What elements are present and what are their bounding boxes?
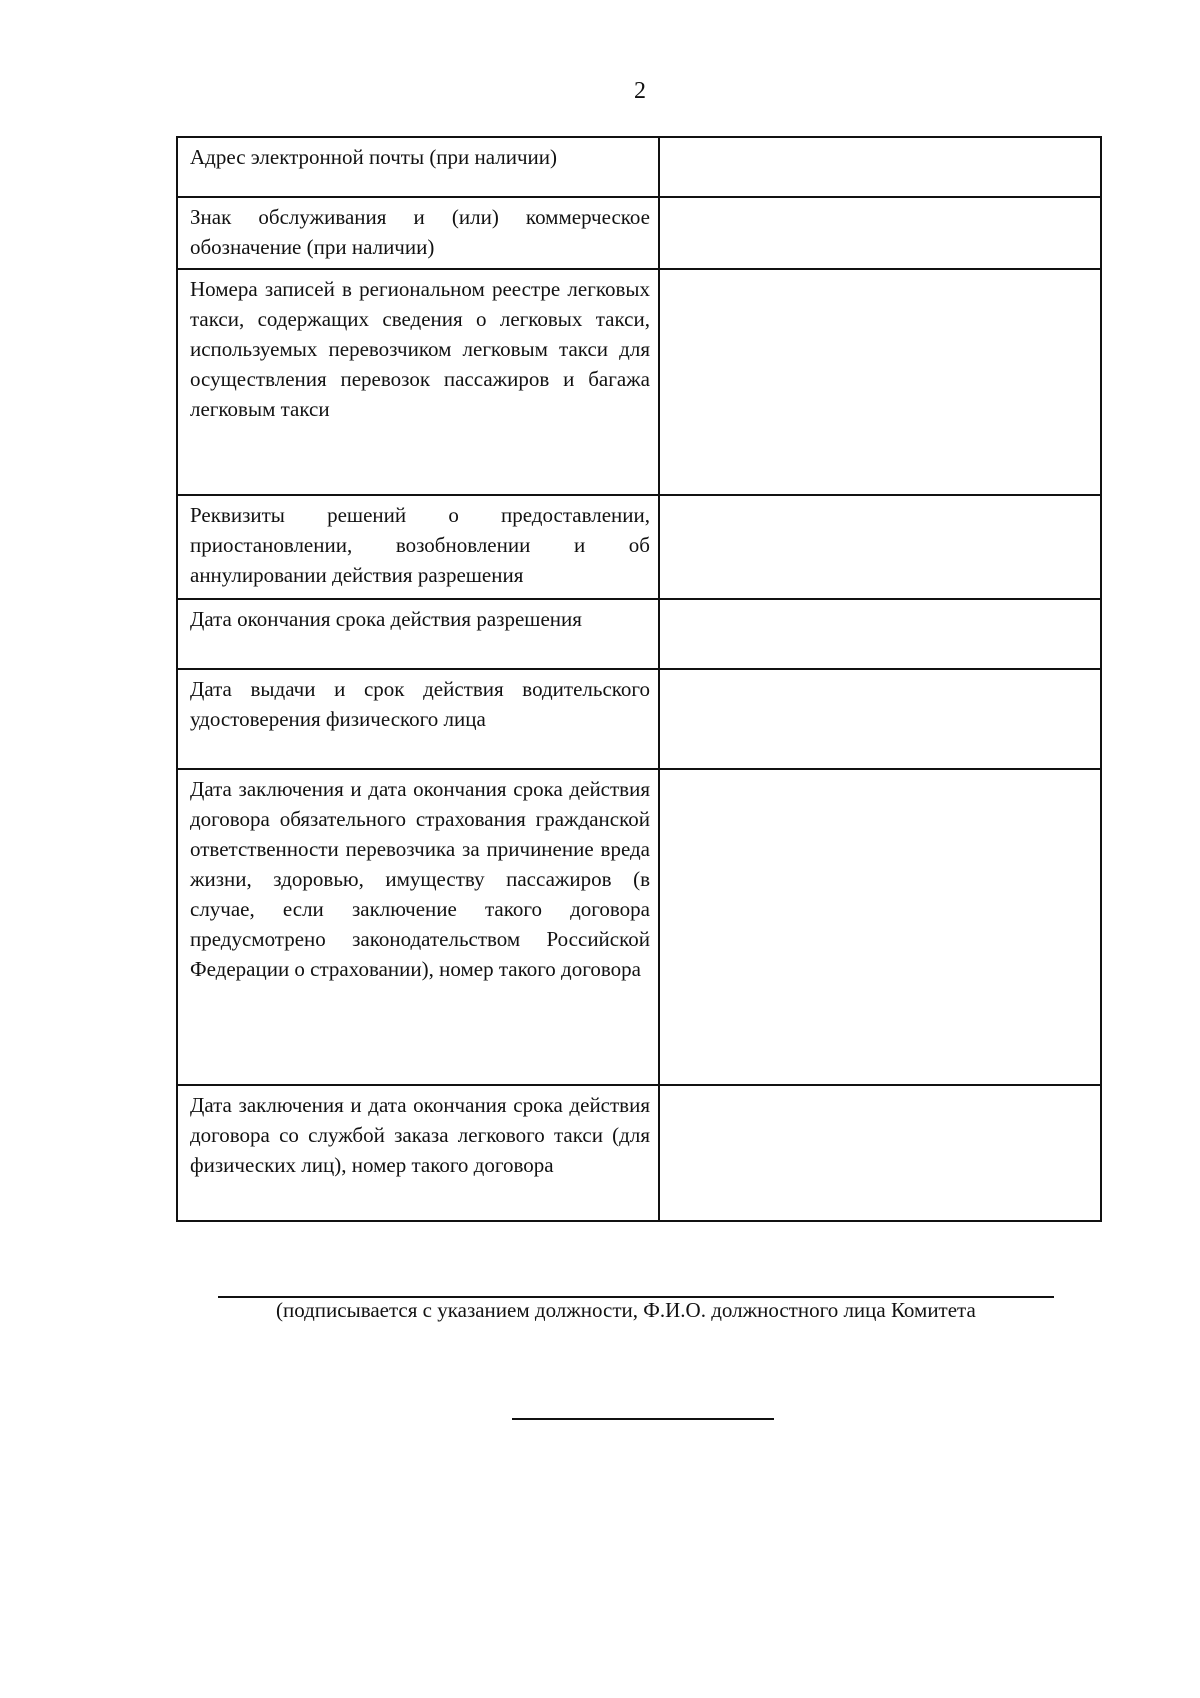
row-value-service-mark: [659, 197, 1101, 269]
row-value-insurance-contract: [659, 769, 1101, 1085]
permit-register-table: [176, 136, 1102, 1222]
row-label-driver-license: Дата выдачи и срок действия водительского удостоверения физического лица: [177, 669, 659, 769]
table-row: [177, 197, 1101, 269]
table-row: [177, 1085, 1101, 1221]
row-value-email: [659, 137, 1101, 197]
table-row: [177, 137, 1101, 197]
row-value-dispatch-contract: [659, 1085, 1101, 1221]
closing-divider: [512, 1418, 774, 1420]
row-label-registry-numbers: Номера записей в региональном реестре легковых такси, содержащих сведения о легковых такси, используемых перевозчиком легковым такси для осуществления перевозок пассажиров и багажа легковым такси: [177, 269, 659, 495]
table-row: [177, 769, 1101, 1085]
table-row: [177, 599, 1101, 669]
row-label-dispatch-contract: Дата заключения и дата окончания срока действия договора со службой заказа легкового такси (для физических лиц), номер такого договора: [177, 1085, 659, 1221]
row-label-decision-details: Реквизиты решений о предоставлении, приостановлении, возобновлении и об аннулировании действия разрешения: [177, 495, 659, 599]
table-row: [177, 269, 1101, 495]
row-label-email: Адрес электронной почты (при наличии): [177, 137, 659, 197]
row-label-service-mark: Знак обслуживания и (или) коммерческое обозначение (при наличии): [177, 197, 659, 269]
table-row: [177, 495, 1101, 599]
row-value-permit-expiry: [659, 599, 1101, 669]
row-value-driver-license: [659, 669, 1101, 769]
row-value-decision-details: [659, 495, 1101, 599]
row-label-insurance-contract: Дата заключения и дата окончания срока действия договора обязательного страхования гражданской ответственности перевозчика за причинение вреда жизни, здоровью, имуществу пассажиров (в случае, если заключение такого договора предусмотрено законодательством Российской Федерации о страховании), номер такого договора: [177, 769, 659, 1085]
row-value-registry-numbers: [659, 269, 1101, 495]
page-number: 2: [634, 78, 646, 104]
signature-caption: (подписывается с указанием должности, Ф.И.О. должностного лица Комитета: [276, 1298, 976, 1322]
table-row: [177, 669, 1101, 769]
row-label-permit-expiry: Дата окончания срока действия разрешения: [177, 599, 659, 669]
